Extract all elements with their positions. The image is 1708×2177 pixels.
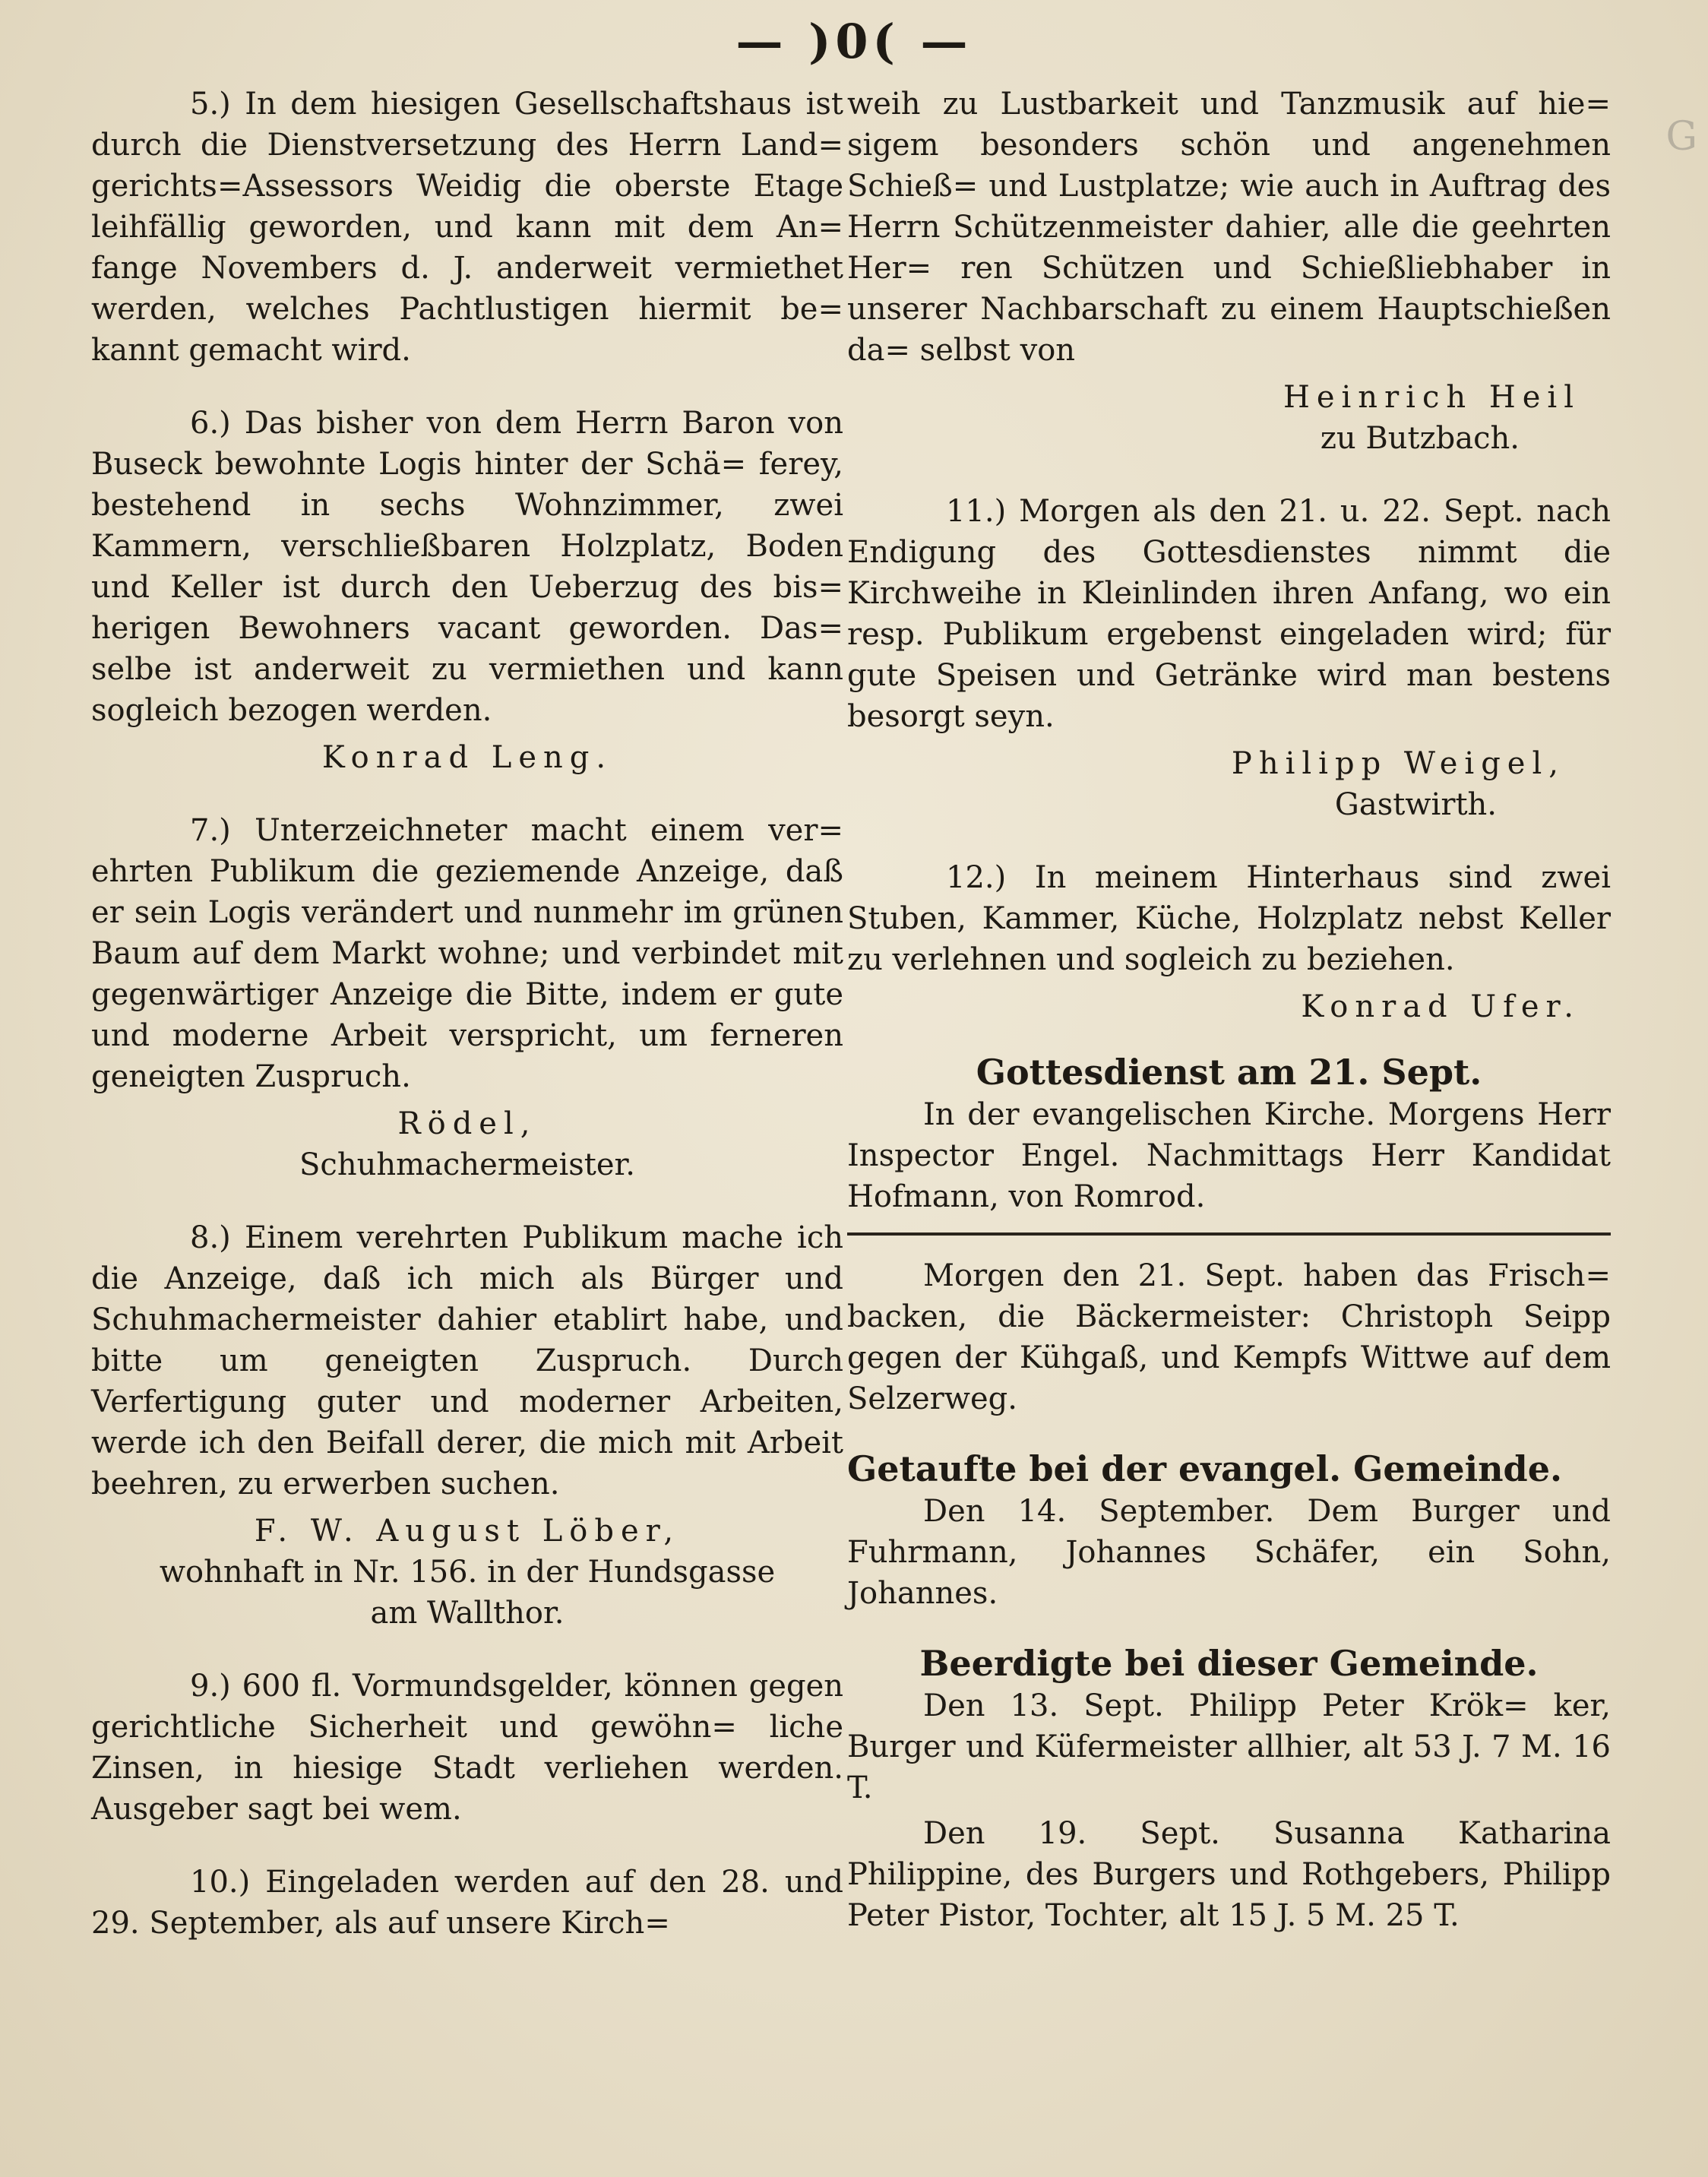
service-heading: Gottesdienst am 21. Sept.: [976, 1052, 1482, 1093]
signature: Konrad Ufer.: [1301, 989, 1580, 1024]
notice-7: [91, 810, 843, 1185]
signature: F. W. August Löber,: [254, 1514, 681, 1549]
signature: Rödel,: [397, 1106, 537, 1141]
notice-text: Unterzeichneter macht einem ver= ehrten Publikum die geziemende Anzeige, daß er sein Logis verändert und nunmehr im grünen Baum auf dem Markt wohne; und verbindet mit gegenwärtiger Anzeige die Bitte, indem er gute und moderne Arbeit verspricht, um ferneren geneigten Zuspruch.: [91, 813, 843, 1094]
notice-number: 7.): [190, 813, 231, 848]
buried-section: [847, 1641, 1611, 1936]
right-column: [847, 84, 1611, 1941]
notice-text: weih zu Lustbarkeit und Tanzmusik auf hie= sigem besonders schön und angenehmen Schieß= und Lustplatze; wie auch in Auftrag des Herrn Schützenmeister dahier, alle die geehrten Her= ren Schützen und Schießliebhaber in unserer Nachbarschaft zu einem Hauptschießen da= selbst von: [847, 87, 1611, 368]
service-section: [847, 1050, 1611, 1217]
notice-10: [91, 1862, 843, 1944]
notice-text: Morgen als den 21. u. 22. Sept. nach Endigung des Gottesdienstes nimmt die Kirchweihe in Kleinlinden ihren Anfang, wo ein resp. Publikum ergebenst eingeladen wird; für gute Speisen und Getränke wird man bestens besorgt seyn.: [847, 494, 1612, 734]
notice-number: 6.): [190, 406, 231, 441]
notice-number: 11.): [946, 494, 1007, 529]
baptized-section: [847, 1447, 1611, 1614]
edge-mark: G: [1665, 114, 1697, 160]
signature-address: wohnhaft in Nr. 156. in der Hundsgasse: [159, 1555, 776, 1590]
notice-number: 5.): [190, 87, 231, 122]
notice-text: In dem hiesigen Gesellschaftshaus ist durch die Dienstversetzung des Herrn Land= gerichts=Assessors Weidig die oberste Etage leihfällig geworden, und kann mit dem An= fange Novembers d. J. anderweit vermiethet werden, welches Pachtlustigen hiermit be= kannt gemacht wird.: [91, 87, 843, 368]
baptized-heading: Getaufte bei der evangel. Gemeinde.: [847, 1448, 1563, 1489]
baptized-text: Den 14. September. Dem Burger und Fuhrmann, Johannes Schäfer, ein Sohn, Johannes.: [847, 1494, 1611, 1611]
signature: Konrad Leng.: [321, 740, 613, 775]
notice-12: [847, 857, 1611, 1027]
service-text: In der evangelischen Kirche. Morgens Herr Inspector Engel. Nachmittags Herr Kandidat Hofmann, von Romrod.: [847, 1097, 1611, 1214]
buried-entry: Den 19. Sept. Susanna Katharina Philippine, des Burgers und Rothgebers, Philipp Peter Pistor, Tochter, alt 15 J. 5 M. 25 T.: [847, 1816, 1611, 1933]
notice-6: [91, 403, 843, 778]
signature-title: Schuhmachermeister.: [299, 1147, 635, 1182]
signature: Heinrich Heil: [1283, 380, 1580, 415]
notice-9: [91, 1666, 843, 1830]
notice-number: 9.): [190, 1669, 231, 1704]
notice-number: 10.): [190, 1865, 251, 1900]
signature: Philipp Weigel,: [1231, 746, 1565, 781]
notice-number: 12.): [946, 860, 1007, 895]
notice-5: [91, 84, 843, 371]
buried-heading: Beerdigte bei dieser Gemeinde.: [919, 1643, 1539, 1684]
notice-text: Eingeladen werden auf den 28. und 29. September, als auf unsere Kirch=: [91, 1865, 843, 1941]
page-header: — )0( —: [735, 14, 973, 69]
signature-title: Gastwirth.: [1334, 787, 1497, 822]
notice-text: In meinem Hinterhaus sind zwei Stuben, Kammer, Küche, Holzplatz nebst Keller zu verlehnen und sogleich zu beziehen.: [847, 860, 1611, 977]
notice-text: Das bisher von dem Herrn Baron von Buseck bewohnte Logis hinter der Schä= ferey, bestehend in sechs Wohnzimmer, zwei Kammern, verschließbaren Holzplatz, Boden und Keller ist durch den Ueberzug des bis= herigen Bewohners vacant geworden. Das= selbe ist anderweit zu vermiethen und kann sogleich bezogen werden.: [91, 406, 843, 728]
notice-number: 8.): [190, 1220, 231, 1255]
left-column: [91, 84, 843, 1976]
divider: [847, 1232, 1611, 1236]
buried-entry: Den 13. Sept. Philipp Peter Krök= ker, Burger und Küfermeister allhier, alt 53 J. 7 M. 16 T.: [847, 1688, 1611, 1805]
signature-address-2: am Wallthor.: [370, 1596, 565, 1631]
notice-10-continuation: [847, 84, 1611, 459]
signature-place: zu Butzbach.: [1320, 421, 1520, 456]
bakers-section: [847, 1255, 1611, 1419]
notice-text: Einem verehrten Publikum mache ich die Anzeige, daß ich mich als Bürger und Schuhmachermeister dahier etablirt habe, und bitte um geneigten Zuspruch. Durch Verfertigung guter und moderner Arbeiten, werde ich den Beifall derer, die mich mit Arbeit beehren, zu erwerben suchen.: [91, 1220, 843, 1501]
notice-11: [847, 491, 1611, 825]
notice-8: [91, 1217, 843, 1634]
bakers-text: Morgen den 21. Sept. haben das Frisch= backen, die Bäckermeister: Christoph Seipp gegen der Kühgaß, und Kempfs Wittwe auf dem Selzerweg.: [847, 1258, 1611, 1416]
notice-text: 600 fl. Vormundsgelder, können gegen gerichtliche Sicherheit und gewöhn= liche Zinsen, in hiesige Stadt verliehen werden. Ausgeber sagt bei wem.: [91, 1669, 843, 1827]
